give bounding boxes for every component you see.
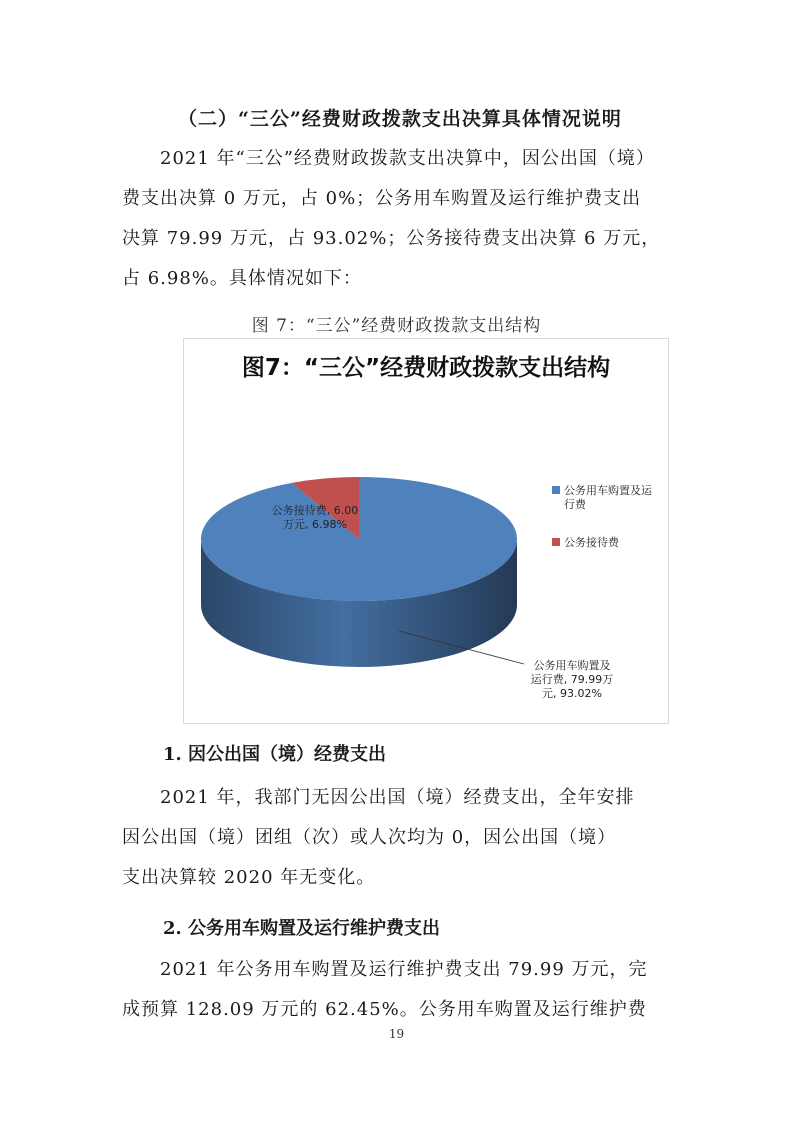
data-label-vehicle: 运行费, 79.99万 (530, 673, 614, 686)
section-heading: （二）“三公”经费财政拨款支出决算具体情况说明 (178, 108, 622, 130)
intro-line: 2021 年“三公”经费财政拨款支出决算中，因公出国（境） (160, 148, 655, 169)
data-label-vehicle: 元, 93.02% (542, 687, 602, 700)
subsection-heading: 2. 公务用车购置及运行维护费支出 (163, 918, 441, 939)
pie-chart (183, 338, 669, 724)
data-label-reception: 公务接待费, 6.00 (271, 504, 359, 517)
intro-line: 决算 79.99 万元，占 93.02%；公务接待费支出决算 6 万元， (122, 228, 661, 249)
legend-label: 公务用车购置及运 (564, 484, 652, 497)
legend-swatch (552, 538, 560, 546)
intro-line: 费支出决算 0 万元，占 0%；公务用车购置及运行维护费支出 (122, 188, 642, 209)
subsection1-line: 2021 年，我部门无因公出国（境）经费支出，全年安排 (160, 787, 635, 808)
subsection2-line: 成预算 128.09 万元的 62.45%。公务用车购置及运行维护费 (122, 999, 647, 1020)
subsection2-line: 2021 年公务用车购置及运行维护费支出 79.99 万元，完 (160, 959, 648, 980)
legend-swatch (552, 486, 560, 494)
subsection2-paragraph (122, 950, 682, 1030)
subsection-heading: 1. 因公出国（境）经费支出 (163, 744, 387, 765)
subsection1-line: 因公出国（境）团组（次）或人次均为 0，因公出国（境） (122, 827, 617, 848)
figure-caption: 图 7：“三公”经费财政拨款支出结构 (251, 316, 542, 336)
chart-title: 图7：“三公”经费财政拨款支出结构 (241, 355, 611, 381)
subsection1-paragraph (122, 778, 682, 898)
data-label-vehicle: 公务用车购置及 (533, 659, 611, 672)
pie-chart-svg (184, 339, 670, 725)
legend-label: 行费 (564, 498, 586, 511)
data-label-reception: 万元, 6.98% (283, 518, 347, 531)
legend-label: 公务接待费 (564, 536, 619, 549)
intro-paragraph (122, 139, 682, 299)
subsection1-line: 支出决算较 2020 年无变化。 (122, 867, 376, 888)
intro-line: 占 6.98%。具体情况如下： (122, 268, 362, 289)
page-number: 19 (388, 1027, 405, 1041)
